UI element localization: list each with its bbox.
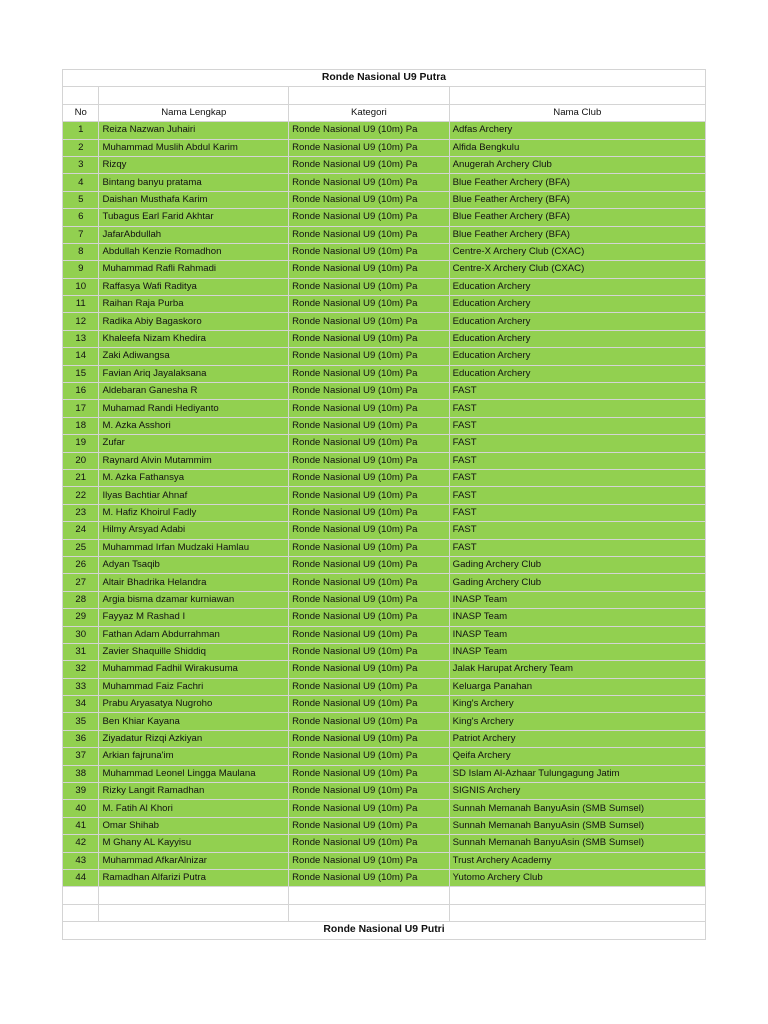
- cell-nama-lengkap: Fathan Adam Abdurrahman: [99, 626, 289, 643]
- table-row: [63, 487, 706, 504]
- cell-nama-club: FAST: [449, 504, 705, 521]
- cell-nama-lengkap: Prabu Aryasatya Nugroho: [99, 696, 289, 713]
- cell-no: 29: [63, 609, 99, 626]
- cell-no: 41: [63, 817, 99, 834]
- empty-cell: [63, 87, 99, 104]
- cell-kategori: Ronde Nasional U9 (10m) Pa: [289, 365, 449, 382]
- empty-cell: [99, 904, 289, 921]
- cell-no: 15: [63, 365, 99, 382]
- cell-nama-club: Keluarga Panahan: [449, 678, 705, 695]
- cell-nama-club: Blue Feather Archery (BFA): [449, 209, 705, 226]
- cell-no: 37: [63, 748, 99, 765]
- table-row: [63, 783, 706, 800]
- cell-nama-lengkap: Rizqy: [99, 156, 289, 173]
- cell-nama-lengkap: Raynard Alvin Mutammim: [99, 452, 289, 469]
- cell-nama-lengkap: Muhammad Fadhil Wirakusuma: [99, 661, 289, 678]
- cell-nama-club: Qeifa Archery: [449, 748, 705, 765]
- cell-nama-lengkap: Argia bisma dzamar kurniawan: [99, 591, 289, 608]
- empty-cell: [449, 904, 705, 921]
- cell-no: 20: [63, 452, 99, 469]
- cell-no: 19: [63, 435, 99, 452]
- cell-no: 43: [63, 852, 99, 869]
- table-row: [63, 835, 706, 852]
- cell-no: 36: [63, 730, 99, 747]
- table-row: [63, 383, 706, 400]
- table-row: [63, 156, 706, 173]
- cell-no: 5: [63, 191, 99, 208]
- cell-kategori: Ronde Nasional U9 (10m) Pa: [289, 139, 449, 156]
- cell-no: 22: [63, 487, 99, 504]
- cell-kategori: Ronde Nasional U9 (10m) Pa: [289, 243, 449, 260]
- cell-nama-lengkap: Ziyadatur Rizqi Azkiyan: [99, 730, 289, 747]
- cell-nama-club: Education Archery: [449, 313, 705, 330]
- cell-nama-lengkap: Khaleefa Nizam Khedira: [99, 330, 289, 347]
- table-row: [63, 469, 706, 486]
- cell-kategori: Ronde Nasional U9 (10m) Pa: [289, 417, 449, 434]
- cell-no: 28: [63, 591, 99, 608]
- spreadsheet-body: [63, 70, 706, 940]
- cell-kategori: Ronde Nasional U9 (10m) Pa: [289, 226, 449, 243]
- cell-nama-club: King's Archery: [449, 713, 705, 730]
- table-row: [63, 191, 706, 208]
- cell-kategori: Ronde Nasional U9 (10m) Pa: [289, 556, 449, 573]
- cell-nama-club: Blue Feather Archery (BFA): [449, 191, 705, 208]
- cell-nama-club: Anugerah Archery Club: [449, 156, 705, 173]
- cell-nama-club: Centre-X Archery Club (CXAC): [449, 261, 705, 278]
- empty-cell: [289, 887, 449, 904]
- cell-kategori: Ronde Nasional U9 (10m) Pa: [289, 435, 449, 452]
- cell-kategori: Ronde Nasional U9 (10m) Pa: [289, 626, 449, 643]
- cell-nama-club: INASP Team: [449, 643, 705, 660]
- cell-nama-lengkap: M. Azka Asshori: [99, 417, 289, 434]
- cell-kategori: Ronde Nasional U9 (10m) Pa: [289, 278, 449, 295]
- cell-nama-lengkap: Hilmy Arsyad Adabi: [99, 522, 289, 539]
- cell-nama-club: Patriot Archery: [449, 730, 705, 747]
- cell-kategori: Ronde Nasional U9 (10m) Pa: [289, 817, 449, 834]
- cell-nama-lengkap: Zavier Shaquille Shiddiq: [99, 643, 289, 660]
- section-title-putri: Ronde Nasional U9 Putri: [63, 922, 706, 939]
- cell-kategori: Ronde Nasional U9 (10m) Pa: [289, 469, 449, 486]
- cell-no: 25: [63, 539, 99, 556]
- table-row: [63, 139, 706, 156]
- cell-kategori: Ronde Nasional U9 (10m) Pa: [289, 643, 449, 660]
- cell-nama-lengkap: Daishan Musthafa Karim: [99, 191, 289, 208]
- cell-kategori: Ronde Nasional U9 (10m) Pa: [289, 330, 449, 347]
- table-row: [63, 278, 706, 295]
- table-row: [63, 209, 706, 226]
- cell-no: 11: [63, 296, 99, 313]
- empty-cell: [289, 87, 449, 104]
- cell-nama-lengkap: Muhamad Randi Hediyanto: [99, 400, 289, 417]
- cell-kategori: Ronde Nasional U9 (10m) Pa: [289, 487, 449, 504]
- cell-no: 27: [63, 574, 99, 591]
- table-row: [63, 435, 706, 452]
- cell-kategori: Ronde Nasional U9 (10m) Pa: [289, 783, 449, 800]
- cell-nama-lengkap: Radika Abiy Bagaskoro: [99, 313, 289, 330]
- table-row: [63, 609, 706, 626]
- cell-no: 23: [63, 504, 99, 521]
- cell-no: 33: [63, 678, 99, 695]
- cell-nama-lengkap: Muhammad Faiz Fachri: [99, 678, 289, 695]
- cell-kategori: Ronde Nasional U9 (10m) Pa: [289, 261, 449, 278]
- table-row: [63, 174, 706, 191]
- cell-nama-lengkap: Abdullah Kenzie Romadhon: [99, 243, 289, 260]
- cell-nama-lengkap: Muhammad Leonel Lingga Maulana: [99, 765, 289, 782]
- cell-nama-lengkap: M. Hafiz Khoirul Fadly: [99, 504, 289, 521]
- table-row: [63, 574, 706, 591]
- cell-kategori: Ronde Nasional U9 (10m) Pa: [289, 609, 449, 626]
- cell-no: 40: [63, 800, 99, 817]
- table-row: [63, 452, 706, 469]
- cell-no: 7: [63, 226, 99, 243]
- blank-row: [63, 887, 706, 904]
- cell-no: 8: [63, 243, 99, 260]
- cell-kategori: Ronde Nasional U9 (10m) Pa: [289, 174, 449, 191]
- cell-no: 18: [63, 417, 99, 434]
- table-row: [63, 226, 706, 243]
- cell-kategori: Ronde Nasional U9 (10m) Pa: [289, 574, 449, 591]
- cell-nama-club: Centre-X Archery Club (CXAC): [449, 243, 705, 260]
- header-kategori: Kategori: [289, 104, 449, 121]
- cell-kategori: Ronde Nasional U9 (10m) Pa: [289, 696, 449, 713]
- cell-nama-lengkap: Rizky Langit Ramadhan: [99, 783, 289, 800]
- cell-nama-lengkap: Arkian fajruna'im: [99, 748, 289, 765]
- empty-cell: [289, 904, 449, 921]
- cell-nama-club: Education Archery: [449, 278, 705, 295]
- cell-nama-club: Education Archery: [449, 330, 705, 347]
- cell-no: 1: [63, 122, 99, 139]
- table-row: [63, 730, 706, 747]
- cell-nama-lengkap: Ilyas Bachtiar Ahnaf: [99, 487, 289, 504]
- table-row: [63, 626, 706, 643]
- cell-nama-lengkap: Muhammad Muslih Abdul Karim: [99, 139, 289, 156]
- title-row-putra: [63, 70, 706, 87]
- table-row: [63, 417, 706, 434]
- cell-no: 30: [63, 626, 99, 643]
- table-row: [63, 765, 706, 782]
- cell-kategori: Ronde Nasional U9 (10m) Pa: [289, 730, 449, 747]
- cell-nama-lengkap: M Ghany AL Kayyisu: [99, 835, 289, 852]
- section-title-putra: Ronde Nasional U9 Putra: [63, 70, 706, 87]
- cell-nama-club: Trust Archery Academy: [449, 852, 705, 869]
- cell-nama-club: Sunnah Memanah BanyuAsin (SMB Sumsel): [449, 817, 705, 834]
- cell-no: 12: [63, 313, 99, 330]
- blank-row: [63, 904, 706, 921]
- cell-nama-club: FAST: [449, 435, 705, 452]
- cell-no: 26: [63, 556, 99, 573]
- cell-nama-club: FAST: [449, 383, 705, 400]
- cell-kategori: Ronde Nasional U9 (10m) Pa: [289, 591, 449, 608]
- cell-nama-lengkap: Fayyaz M Rashad I: [99, 609, 289, 626]
- cell-nama-lengkap: Raihan Raja Purba: [99, 296, 289, 313]
- cell-nama-club: Yutomo Archery Club: [449, 869, 705, 886]
- cell-nama-club: Alfida Bengkulu: [449, 139, 705, 156]
- cell-no: 3: [63, 156, 99, 173]
- cell-no: 13: [63, 330, 99, 347]
- table-row: [63, 296, 706, 313]
- cell-no: 6: [63, 209, 99, 226]
- cell-nama-lengkap: Adyan Tsaqib: [99, 556, 289, 573]
- cell-nama-club: FAST: [449, 400, 705, 417]
- cell-nama-lengkap: Favian Ariq Jayalaksana: [99, 365, 289, 382]
- table-row: [63, 852, 706, 869]
- cell-nama-club: Sunnah Memanah BanyuAsin (SMB Sumsel): [449, 835, 705, 852]
- table-row: [63, 348, 706, 365]
- cell-nama-club: Gading Archery Club: [449, 574, 705, 591]
- cell-nama-club: FAST: [449, 469, 705, 486]
- cell-nama-club: FAST: [449, 487, 705, 504]
- table-row: [63, 261, 706, 278]
- table-row: [63, 243, 706, 260]
- cell-nama-club: Jalak Harupat Archery Team: [449, 661, 705, 678]
- table-row: [63, 539, 706, 556]
- cell-no: 35: [63, 713, 99, 730]
- cell-nama-lengkap: Ramadhan Alfarizi Putra: [99, 869, 289, 886]
- cell-no: 21: [63, 469, 99, 486]
- cell-kategori: Ronde Nasional U9 (10m) Pa: [289, 765, 449, 782]
- cell-kategori: Ronde Nasional U9 (10m) Pa: [289, 800, 449, 817]
- cell-nama-club: INASP Team: [449, 591, 705, 608]
- cell-kategori: Ronde Nasional U9 (10m) Pa: [289, 191, 449, 208]
- table-row: [63, 678, 706, 695]
- cell-no: 14: [63, 348, 99, 365]
- cell-nama-club: SD Islam Al-Azhaar Tulungagung Jatim: [449, 765, 705, 782]
- blank-row: [63, 87, 706, 104]
- cell-kategori: Ronde Nasional U9 (10m) Pa: [289, 383, 449, 400]
- cell-nama-club: FAST: [449, 452, 705, 469]
- cell-nama-lengkap: Zaki Adiwangsa: [99, 348, 289, 365]
- cell-kategori: Ronde Nasional U9 (10m) Pa: [289, 504, 449, 521]
- cell-kategori: Ronde Nasional U9 (10m) Pa: [289, 296, 449, 313]
- cell-nama-club: Gading Archery Club: [449, 556, 705, 573]
- cell-nama-club: Blue Feather Archery (BFA): [449, 226, 705, 243]
- empty-cell: [99, 87, 289, 104]
- cell-nama-lengkap: Ben Khiar Kayana: [99, 713, 289, 730]
- table-row: [63, 400, 706, 417]
- cell-no: 38: [63, 765, 99, 782]
- cell-kategori: Ronde Nasional U9 (10m) Pa: [289, 748, 449, 765]
- table-row: [63, 122, 706, 139]
- table-row: [63, 869, 706, 886]
- cell-nama-lengkap: M. Azka Fathansya: [99, 469, 289, 486]
- table-row: [63, 504, 706, 521]
- cell-nama-club: King's Archery: [449, 696, 705, 713]
- table-row: [63, 696, 706, 713]
- table-row: [63, 643, 706, 660]
- cell-no: 31: [63, 643, 99, 660]
- table-row: [63, 748, 706, 765]
- table-row: [63, 800, 706, 817]
- cell-nama-club: Education Archery: [449, 348, 705, 365]
- cell-no: 16: [63, 383, 99, 400]
- cell-kategori: Ronde Nasional U9 (10m) Pa: [289, 400, 449, 417]
- cell-no: 39: [63, 783, 99, 800]
- cell-kategori: Ronde Nasional U9 (10m) Pa: [289, 852, 449, 869]
- cell-nama-lengkap: M. Fatih Al Khori: [99, 800, 289, 817]
- cell-nama-lengkap: Zufar: [99, 435, 289, 452]
- cell-nama-lengkap: Muhammad AfkarAlnizar: [99, 852, 289, 869]
- cell-nama-lengkap: Muhammad Irfan Mudzaki Hamlau: [99, 539, 289, 556]
- cell-no: 32: [63, 661, 99, 678]
- cell-kategori: Ronde Nasional U9 (10m) Pa: [289, 156, 449, 173]
- cell-no: 10: [63, 278, 99, 295]
- cell-kategori: Ronde Nasional U9 (10m) Pa: [289, 678, 449, 695]
- cell-nama-club: Adfas Archery: [449, 122, 705, 139]
- cell-kategori: Ronde Nasional U9 (10m) Pa: [289, 713, 449, 730]
- empty-cell: [449, 887, 705, 904]
- cell-nama-club: FAST: [449, 522, 705, 539]
- header-row: [63, 104, 706, 121]
- spreadsheet-table: [62, 69, 706, 940]
- cell-nama-lengkap: Muhammad Rafli Rahmadi: [99, 261, 289, 278]
- cell-nama-club: INASP Team: [449, 609, 705, 626]
- cell-kategori: Ronde Nasional U9 (10m) Pa: [289, 539, 449, 556]
- cell-nama-lengkap: Raffasya Wafi Raditya: [99, 278, 289, 295]
- cell-kategori: Ronde Nasional U9 (10m) Pa: [289, 122, 449, 139]
- empty-cell: [99, 887, 289, 904]
- cell-nama-club: Sunnah Memanah BanyuAsin (SMB Sumsel): [449, 800, 705, 817]
- cell-nama-lengkap: Omar Shihab: [99, 817, 289, 834]
- cell-kategori: Ronde Nasional U9 (10m) Pa: [289, 452, 449, 469]
- cell-nama-lengkap: Altair Bhadrika Helandra: [99, 574, 289, 591]
- table-row: [63, 522, 706, 539]
- cell-no: 17: [63, 400, 99, 417]
- cell-kategori: Ronde Nasional U9 (10m) Pa: [289, 313, 449, 330]
- cell-no: 44: [63, 869, 99, 886]
- header-no: No: [63, 104, 99, 121]
- header-nama-club: Nama Club: [449, 104, 705, 121]
- empty-cell: [63, 887, 99, 904]
- cell-no: 2: [63, 139, 99, 156]
- cell-nama-lengkap: Aldebaran Ganesha R: [99, 383, 289, 400]
- cell-kategori: Ronde Nasional U9 (10m) Pa: [289, 348, 449, 365]
- empty-cell: [449, 87, 705, 104]
- title-row-putri: [63, 922, 706, 939]
- cell-no: 34: [63, 696, 99, 713]
- cell-nama-club: SIGNIS Archery: [449, 783, 705, 800]
- header-nama-lengkap: Nama Lengkap: [99, 104, 289, 121]
- cell-no: 24: [63, 522, 99, 539]
- cell-nama-club: FAST: [449, 417, 705, 434]
- table-row: [63, 661, 706, 678]
- cell-nama-club: Blue Feather Archery (BFA): [449, 174, 705, 191]
- cell-nama-club: FAST: [449, 539, 705, 556]
- cell-nama-club: Education Archery: [449, 296, 705, 313]
- table-row: [63, 713, 706, 730]
- table-row: [63, 556, 706, 573]
- cell-no: 4: [63, 174, 99, 191]
- table-row: [63, 591, 706, 608]
- table-row: [63, 313, 706, 330]
- table-row: [63, 365, 706, 382]
- cell-nama-club: Education Archery: [449, 365, 705, 382]
- cell-nama-lengkap: Bintang banyu pratama: [99, 174, 289, 191]
- cell-kategori: Ronde Nasional U9 (10m) Pa: [289, 522, 449, 539]
- table-row: [63, 817, 706, 834]
- cell-nama-club: INASP Team: [449, 626, 705, 643]
- empty-cell: [63, 904, 99, 921]
- cell-no: 42: [63, 835, 99, 852]
- cell-nama-lengkap: JafarAbdullah: [99, 226, 289, 243]
- table-row: [63, 330, 706, 347]
- cell-no: 9: [63, 261, 99, 278]
- cell-nama-lengkap: Reiza Nazwan Juhairi: [99, 122, 289, 139]
- cell-kategori: Ronde Nasional U9 (10m) Pa: [289, 835, 449, 852]
- cell-kategori: Ronde Nasional U9 (10m) Pa: [289, 869, 449, 886]
- cell-nama-lengkap: Tubagus Earl Farid Akhtar: [99, 209, 289, 226]
- cell-kategori: Ronde Nasional U9 (10m) Pa: [289, 209, 449, 226]
- cell-kategori: Ronde Nasional U9 (10m) Pa: [289, 661, 449, 678]
